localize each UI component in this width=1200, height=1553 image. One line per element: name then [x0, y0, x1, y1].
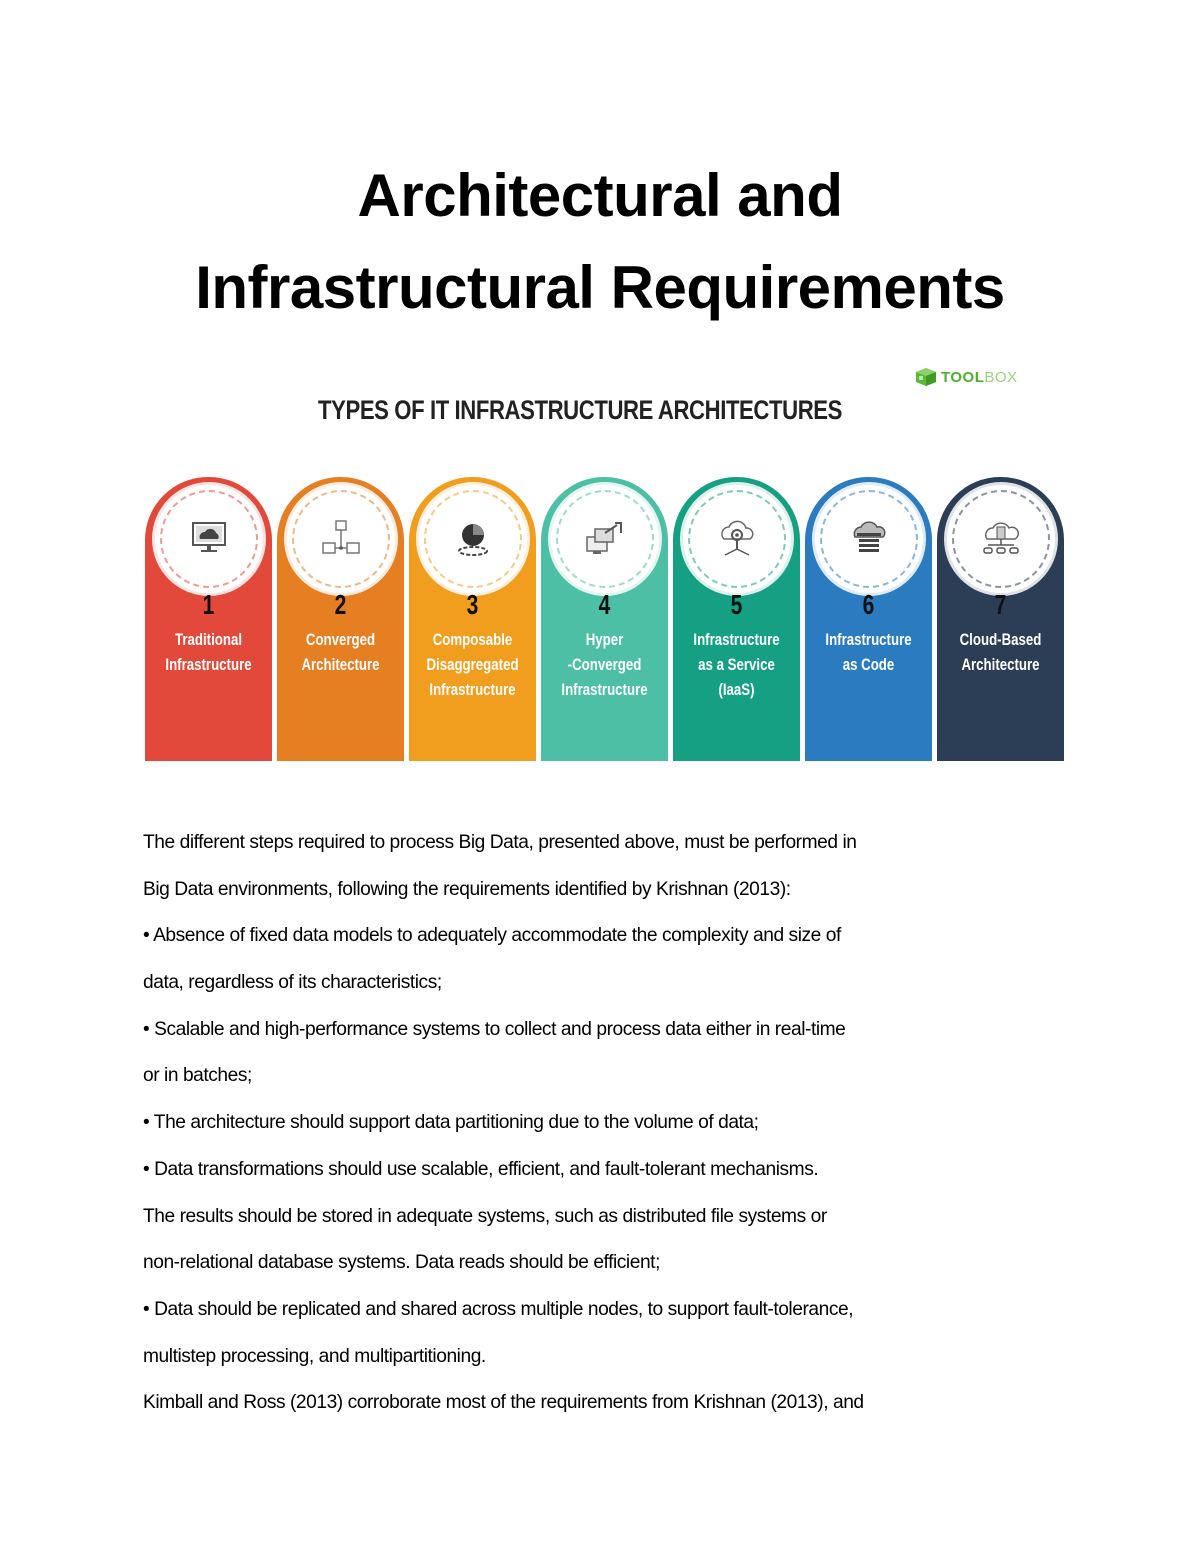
toolbox-cube-icon: [915, 367, 937, 387]
card-label: Infrastructure as Code: [825, 630, 912, 674]
card-label: Cloud-Based Architecture: [959, 630, 1042, 674]
card-label: Composable Disaggregated Infrastructure: [426, 630, 519, 699]
card-label: Converged Architecture: [301, 630, 380, 674]
document-title: [0, 150, 1200, 334]
body-text: [143, 820, 1023, 1427]
bullet-line: • Data should be replicated and shared across multiple nodes, to support fault-tolerance,: [143, 1298, 854, 1320]
card-infrastructure-as-code: [805, 477, 932, 761]
pie-platform-icon: [451, 519, 495, 559]
card-icon-circle: [287, 485, 395, 593]
card-icon-circle: [815, 485, 923, 593]
paragraph-line: Kimball and Ross (2013) corroborate most of the requirements from Krishnan (2013), and: [143, 1392, 864, 1414]
paragraph-line: Big Data environments, following the requirements identified by Krishnan (2013):: [143, 878, 791, 900]
network-nodes-icon: [319, 519, 363, 559]
card-number: 6: [862, 589, 875, 620]
card-number: 4: [598, 589, 611, 620]
monitor-cloud-icon: [187, 519, 231, 559]
paragraph-line: non-relational database systems. Data reads should be efficient;: [143, 1252, 660, 1274]
architecture-cards: [145, 477, 1067, 761]
paragraph-line: The results should be stored in adequate systems, such as distributed file systems or: [143, 1205, 827, 1227]
card-number: 3: [466, 589, 479, 620]
toolbox-logo-text: TOOLBOX: [941, 368, 1018, 386]
bullet-continuation: or in batches;: [143, 1065, 252, 1087]
card-hyper-converged-infrastructure: [541, 477, 668, 761]
toolbox-logo: [915, 365, 1018, 389]
title-line-2: Infrastructural Requirements: [195, 254, 1005, 321]
card-icon-circle: [551, 485, 659, 593]
linked-monitors-icon: [583, 519, 627, 559]
title-line-1: Architectural and: [357, 162, 843, 229]
card-composable-disaggregated-infrastructure: [409, 477, 536, 761]
card-cloud-based-architecture: [937, 477, 1064, 761]
card-number: 2: [334, 589, 347, 620]
cloud-gear-icon: [715, 519, 759, 559]
bullet-continuation: multistep processing, and multipartitioning.: [143, 1345, 486, 1367]
card-label: Traditional Infrastructure: [165, 630, 252, 674]
bullet-line: • Absence of fixed data models to adequately accommodate the complexity and size of: [143, 925, 841, 947]
card-icon-circle: [947, 485, 1055, 593]
card-converged-architecture: [277, 477, 404, 761]
cloud-server-icon: [847, 519, 891, 559]
bullet-line: • Data transformations should use scalable, efficient, and fault-tolerant mechanisms.: [143, 1158, 819, 1180]
card-number: 7: [994, 589, 1007, 620]
card-number: 5: [730, 589, 743, 620]
card-infrastructure-as-a-service: [673, 477, 800, 761]
card-traditional-infrastructure: [145, 477, 272, 761]
cloud-network-icon: [979, 519, 1023, 559]
paragraph-line: The different steps required to process Big Data, presented above, must be performed in: [143, 832, 857, 853]
bullet-line: • Scalable and high-performance systems to collect and process data either in real-time: [143, 1018, 846, 1040]
card-icon-circle: [155, 485, 263, 593]
card-number: 1: [202, 589, 215, 620]
bullet-continuation: data, regardless of its characteristics;: [143, 972, 442, 994]
bullet-line: • The architecture should support data partitioning due to the volume of data;: [143, 1112, 759, 1134]
it-architecture-infographic: [140, 355, 1070, 770]
infographic-heading: TYPES OF IT INFRASTRUCTURE ARCHITECTURES: [317, 395, 842, 425]
card-icon-circle: [683, 485, 791, 593]
card-label: Infrastructure as a Service (IaaS): [693, 630, 780, 699]
card-icon-circle: [419, 485, 527, 593]
card-label: Hyper -Converged Infrastructure: [561, 630, 648, 699]
